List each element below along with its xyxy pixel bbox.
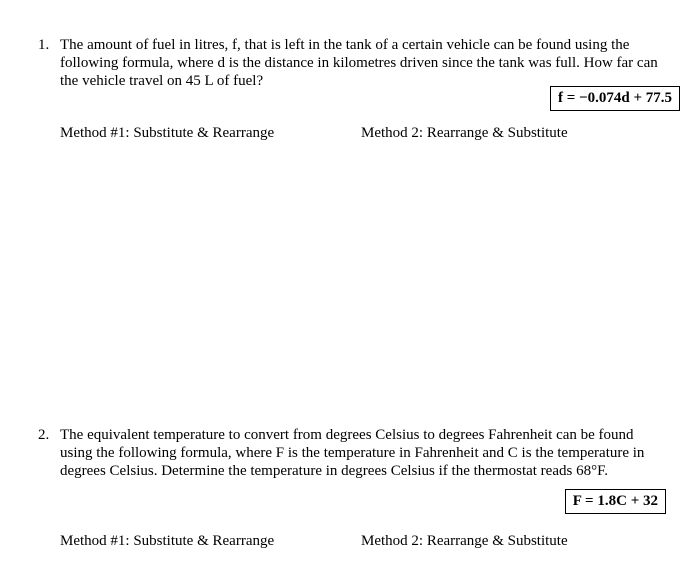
question-2-formula-box: F = 1.8C + 32 bbox=[565, 489, 666, 514]
question-2-number: 2. bbox=[38, 427, 50, 443]
question-2-method-2-label: Method 2: Rearrange & Substitute bbox=[361, 533, 568, 549]
question-1-number: 1. bbox=[38, 37, 50, 53]
question-2-text: The equivalent temperature to convert from degrees Celsius to degrees Fahrenheit can be found using the following formula, where F is the temperature in Fahrenheit and C is the temperature in degrees Celsius. Determine the temperature in degrees Celsius if the thermostat reads 68°F. bbox=[60, 427, 645, 479]
question-2-method-1-label: Method #1: Substitute & Rearrange bbox=[60, 533, 275, 549]
question-1-method-1-label: Method #1: Substitute & Rearrange bbox=[60, 125, 275, 141]
question-1-text: The amount of fuel in litres, f, that is left in the tank of a certain vehicle can be found using the following formula, where d is the distance in kilometres driven since the tank was full. How far can the vehicle travel on 45 L of fuel? bbox=[60, 37, 658, 89]
question-1-method-2-label: Method 2: Rearrange & Substitute bbox=[361, 125, 568, 141]
question-1-formula-box: f = −0.074d + 77.5 bbox=[550, 86, 680, 111]
